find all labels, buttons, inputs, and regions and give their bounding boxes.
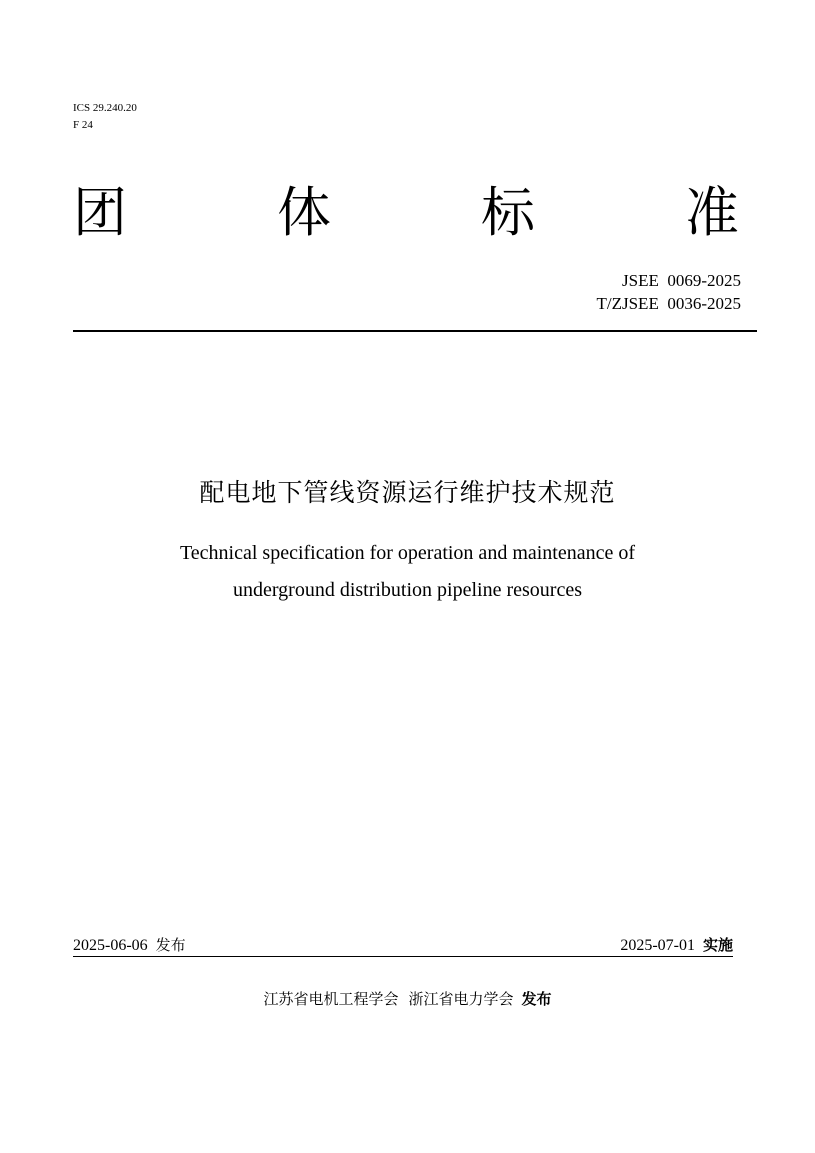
banner-char: 团 [73, 181, 127, 244]
title-english-line2: underground distribution pipeline resources [232, 579, 582, 601]
standard-numbers [597, 269, 742, 315]
implement-info [620, 935, 733, 956]
publish-label: 发布 [155, 936, 186, 954]
publish-date: 2025-06-06 [73, 937, 148, 954]
banner-char: 准 [685, 181, 739, 244]
implement-date: 2025-07-01 [620, 937, 695, 954]
banner-char: 体 [277, 181, 331, 244]
implement-label: 实施 [702, 936, 733, 954]
tzjsee-number: T/ZJSEE 0036-2025 [596, 294, 741, 313]
title-english-line1: Technical specification for operation and maintenance of [179, 542, 636, 564]
publish-info [73, 935, 186, 956]
header-divider [73, 330, 757, 332]
ics-code: ICS 29.240.20 [73, 102, 137, 114]
issuer-org2: 浙江省电力学会 [408, 990, 514, 1008]
ccs-code: F 24 [73, 119, 93, 131]
classification-codes [73, 100, 137, 134]
date-bar [73, 935, 733, 957]
jsee-number: JSEE 0069-2025 [622, 271, 741, 290]
issuer-org1: 江苏省电机工程学会 [263, 990, 399, 1008]
title-chinese: 配电地下管线资源运行维护技术规范 [199, 478, 616, 507]
banner-char: 标 [481, 181, 535, 244]
issuer-label: 发布 [521, 990, 552, 1008]
title-english [0, 535, 815, 609]
standard-type-banner [73, 178, 739, 248]
issuing-organizations [0, 988, 815, 1009]
